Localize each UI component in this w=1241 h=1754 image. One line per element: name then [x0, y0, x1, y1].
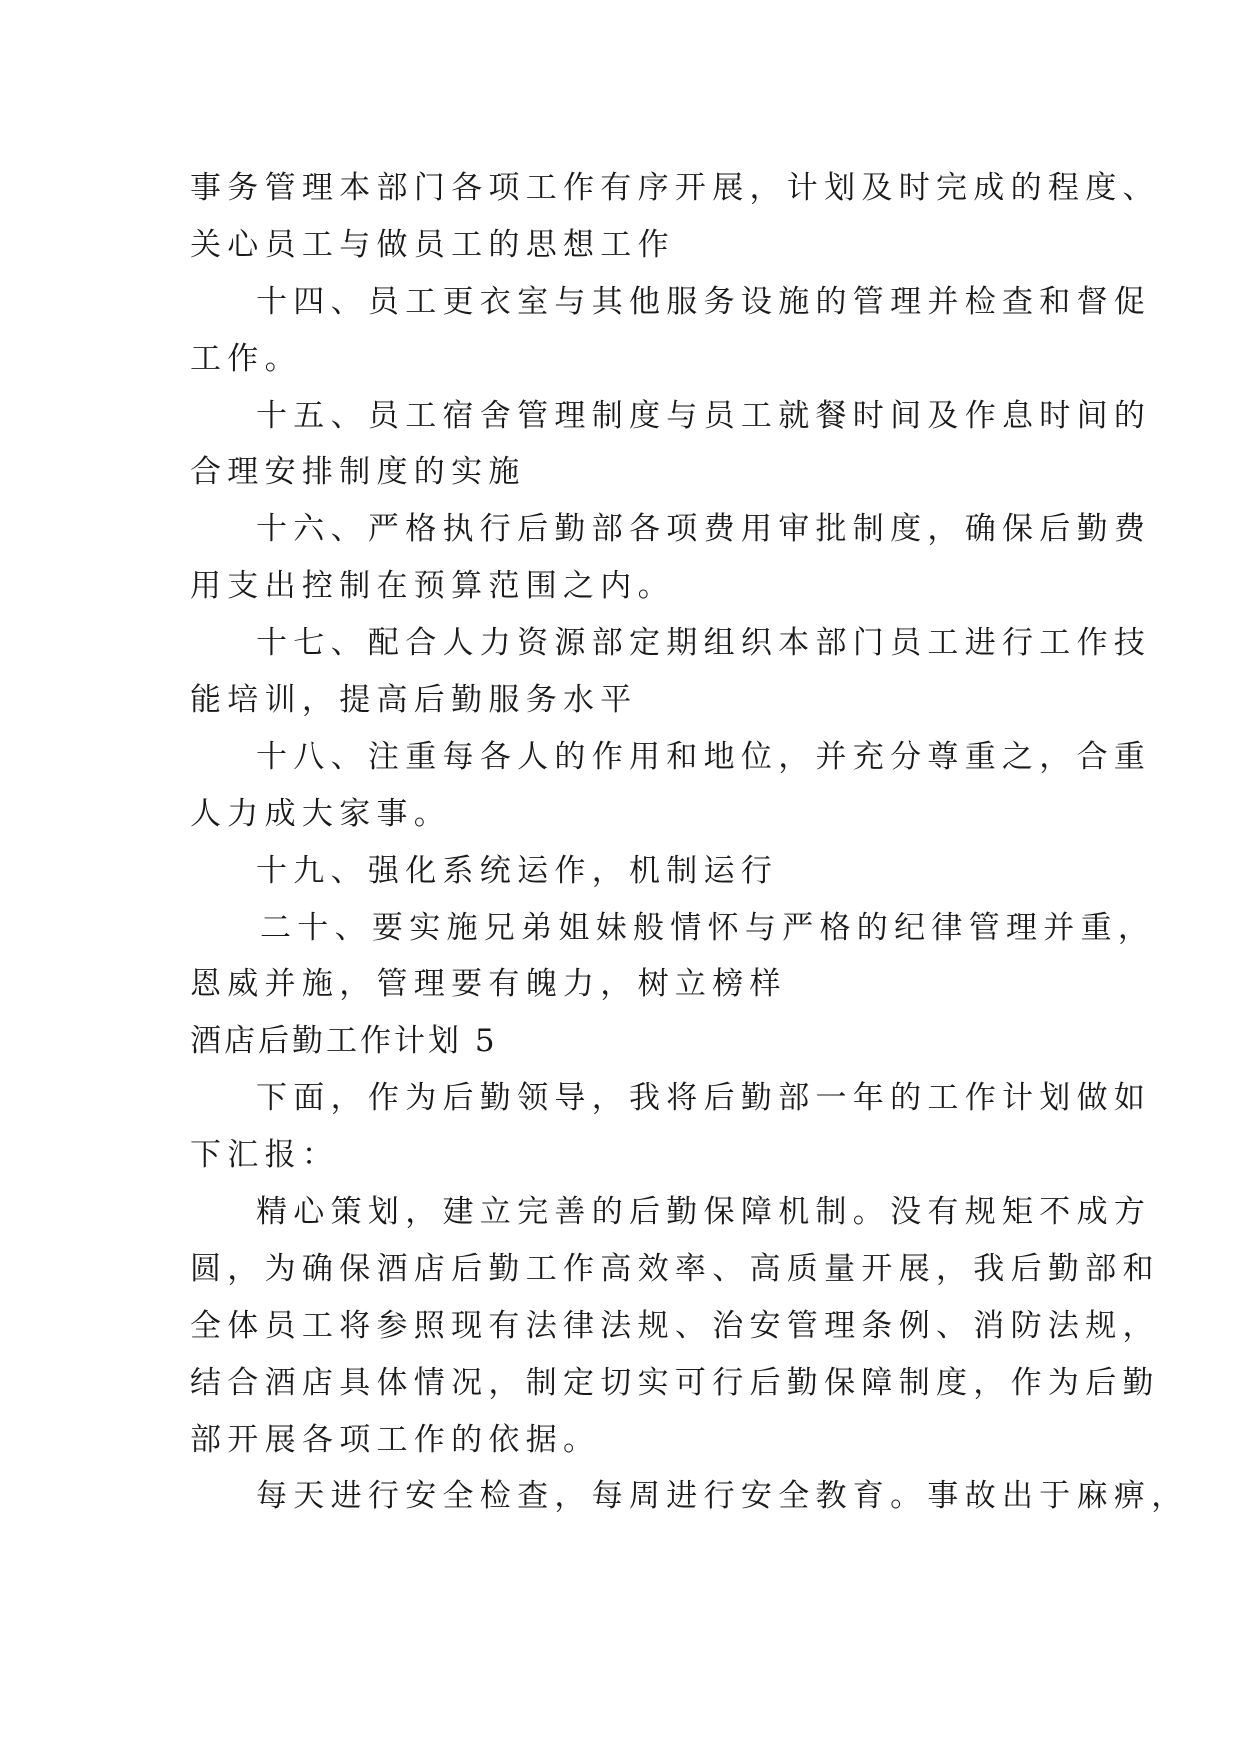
item-15-line: 十五、员工宿舍管理制度与员工就餐时间及作息时间的	[256, 397, 1152, 434]
item-14-line: 工作。	[190, 340, 302, 377]
item-18-line: 人力成大家事。	[190, 795, 452, 832]
item-20-line: 恩威并施，管理要有魄力，树立榜样	[190, 966, 787, 1003]
paragraph-line: 下汇报：	[190, 1137, 340, 1174]
paragraph-line: 事务管理本部门各项工作有序开展，计划及时完成的程度、	[190, 170, 1160, 206]
item-19-line: 十九、强化系统运作，机制运行	[256, 852, 779, 889]
item-16-line: 用支出控制在预算范围之内。	[190, 568, 675, 605]
paragraph-line: 下面，作为后勤领导，我将后勤部一年的工作计划做如	[256, 1080, 1152, 1117]
item-17-line: 十七、配合人力资源部定期组织本部门员工进行工作技	[256, 625, 1152, 662]
item-14-line: 十四、员工更衣室与其他服务设施的管理并检查和督促	[256, 283, 1152, 320]
item-17-line: 能培训，提高后勤服务水平	[190, 682, 638, 719]
paragraph-line: 部开展各项工作的依据。	[190, 1421, 601, 1458]
document-body	[190, 160, 1189, 1525]
paragraph-line: 结合酒店具体情况，制定切实可行后勤保障制度，作为后勤	[190, 1364, 1160, 1401]
paragraph-line: 每天进行安全检查，每周进行安全教育。事故出于麻痹，	[256, 1478, 1189, 1515]
section-heading: 酒店后勤工作计划 5	[190, 1023, 498, 1060]
item-16-line: 十六、严格执行后勤部各项费用审批制度，确保后勤费	[256, 511, 1152, 548]
item-15-line: 合理安排制度的实施	[190, 454, 526, 491]
paragraph-line: 全体员工将参照现有法律法规、治安管理条例、消防法规，	[190, 1307, 1160, 1344]
paragraph-line: 精心策划，建立完善的后勤保障机制。没有规矩不成方	[256, 1194, 1152, 1231]
item-20-line: 二十、要实施兄弟姐妹般情怀与严格的纪律管理并重，	[260, 909, 1156, 946]
paragraph-line: 圆，为确保酒店后勤工作高效率、高质量开展，我后勤部和	[190, 1250, 1160, 1287]
item-18-line: 十八、注重每各人的作用和地位，并充分尊重之，合重	[256, 738, 1152, 775]
paragraph-line: 关心员工与做员工的思想工作	[190, 226, 675, 263]
